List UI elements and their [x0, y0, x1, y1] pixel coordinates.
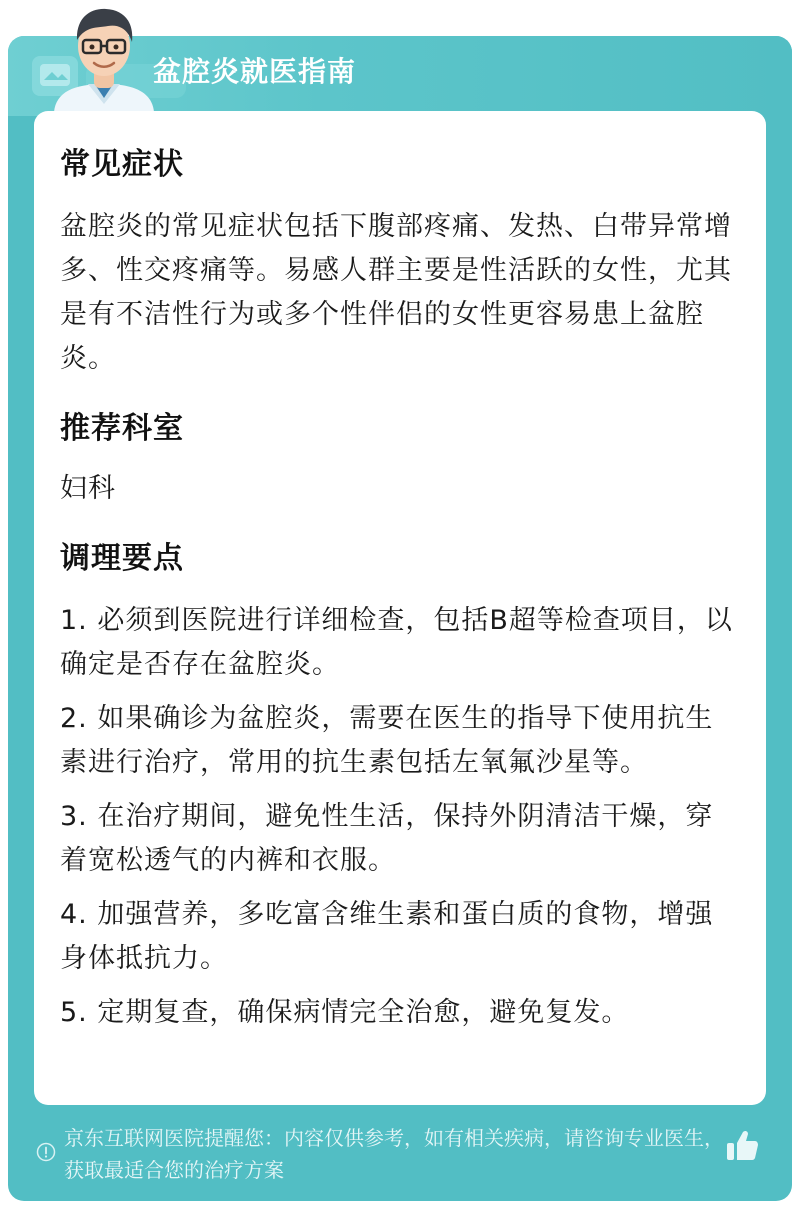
- section-heading-care: 调理要点: [60, 541, 184, 576]
- care-point-4: 4. 加强营养，多吃富含维生素和蛋白质的食物，增强身体抵抗力。: [60, 899, 714, 974]
- footer-notice: [36, 1122, 736, 1186]
- thumbs-up-icon[interactable]: [724, 1128, 760, 1164]
- section-heading-department: 推荐科室: [60, 411, 184, 446]
- doctor-avatar: [44, 0, 164, 112]
- department-text: 妇科: [60, 473, 116, 504]
- content-area: [60, 111, 740, 1035]
- care-point-5: 5. 定期复查，确保病情完全治愈，避免复发。: [60, 997, 630, 1028]
- footer-text: 京东互联网医院提醒您：内容仅供参考，如有相关疾病，请咨询专业医生，获取最适合您的治疗方案: [64, 1126, 724, 1182]
- care-point-3: 3. 在治疗期间，避免性生活，保持外阴清洁干燥，穿着宽松透气的内裤和衣服。: [60, 801, 714, 876]
- care-point-1: 1. 必须到医院进行详细检查，包括B超等检查项目，以确定是否存在盆腔炎。: [60, 605, 733, 680]
- info-icon: [36, 1142, 56, 1162]
- section-heading-symptoms: 常见症状: [60, 147, 184, 182]
- care-point-2: 2. 如果确诊为盆腔炎，需要在医生的指导下使用抗生素进行治疗，常用的抗生素包括左氧氟沙星等。: [60, 703, 714, 778]
- page-title: 盆腔炎就医指南: [153, 55, 357, 88]
- symptoms-text: 盆腔炎的常见症状包括下腹部疼痛、发热、白带异常增多、性交疼痛等。易感人群主要是性活跃的女性，尤其是有不洁性行为或多个性伴侣的女性更容易患上盆腔炎。: [60, 211, 732, 374]
